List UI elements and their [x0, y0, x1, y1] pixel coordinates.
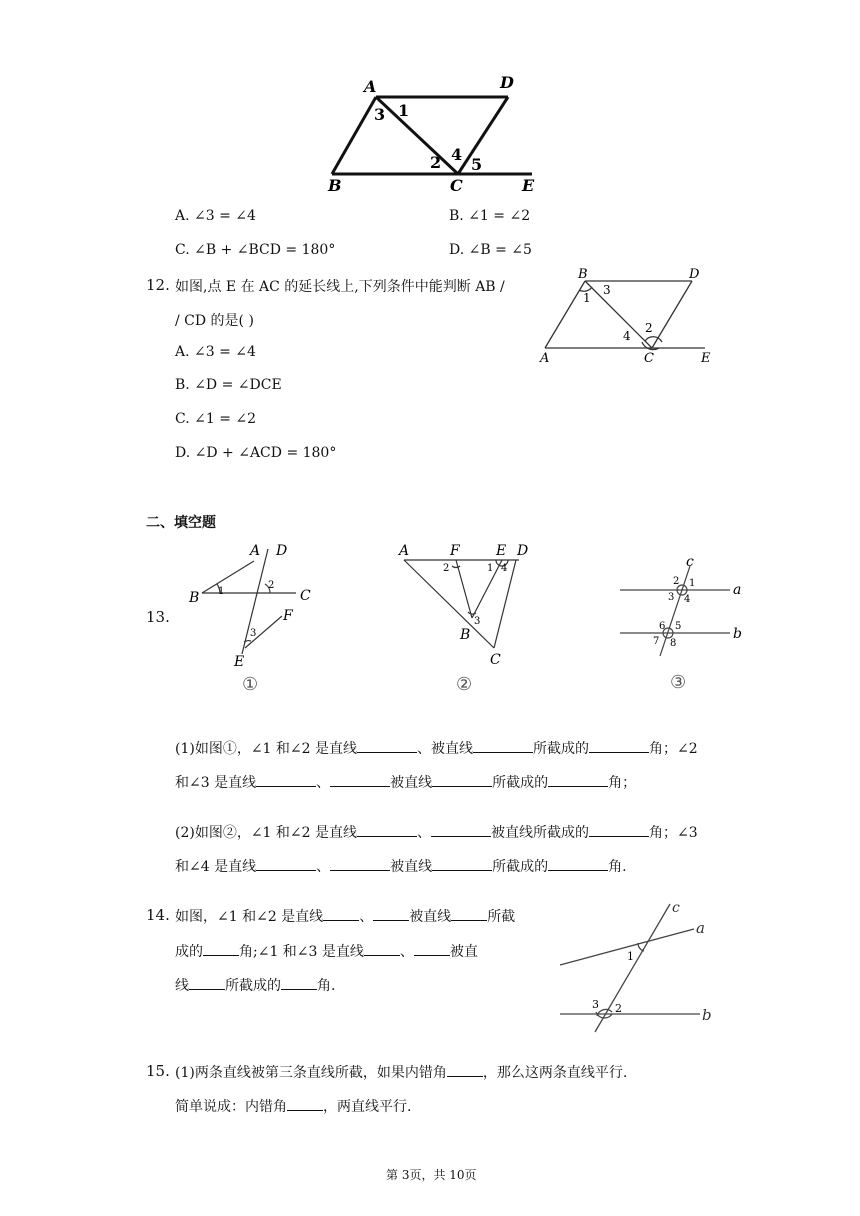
q14-line2 — [175, 941, 478, 961]
q13f1-label-C: C — [300, 588, 311, 604]
blank[interactable] — [414, 943, 450, 956]
text-seg: 被直线 — [409, 909, 452, 925]
q14-line3 — [175, 975, 335, 995]
blank[interactable] — [432, 774, 492, 787]
blank[interactable] — [431, 824, 491, 837]
blank[interactable] — [589, 824, 649, 837]
blank[interactable] — [447, 1064, 483, 1077]
q12-option-c[interactable]: C. ∠1 = ∠2 — [175, 411, 257, 427]
text-seg: 被直线 — [390, 859, 433, 875]
blank[interactable] — [330, 858, 390, 871]
blank[interactable] — [589, 740, 649, 753]
q12-label-E: E — [701, 351, 711, 366]
text-seg: 被直线 — [390, 775, 433, 791]
q13f1-label-F: F — [283, 608, 293, 624]
text-seg: 、 — [359, 909, 374, 925]
q13-figure-2 — [394, 536, 544, 696]
text-seg: (2)如图②，∠1 和∠2 是直线 — [175, 825, 358, 841]
q14-number: 14. — [146, 906, 170, 924]
blank[interactable] — [548, 774, 608, 787]
text-seg: 角； — [608, 775, 637, 791]
q13f2-label-D: D — [517, 543, 529, 559]
q12-label-A: A — [540, 351, 550, 366]
text-seg: 被直 — [449, 944, 478, 960]
q13-part1-line2 — [175, 772, 636, 792]
text-seg: ，那么这两条直线平行. — [482, 1065, 628, 1081]
text-seg: 角;∠1 和∠3 是直线 — [239, 944, 364, 960]
blank[interactable] — [548, 858, 608, 871]
text-seg: 所截成的 — [492, 775, 549, 791]
text-seg: 和∠3 是直线 — [175, 775, 257, 791]
q12-label-D: D — [689, 267, 700, 282]
text-seg: 角. — [608, 859, 627, 875]
q11-option-a[interactable]: A. ∠3 = ∠4 — [175, 208, 256, 224]
q13f1-caption: ① — [242, 674, 259, 695]
q12-angle-2: 2 — [645, 321, 653, 335]
text-seg: 简单说成：内错角 — [175, 1099, 287, 1115]
blank[interactable] — [323, 908, 359, 921]
blank[interactable] — [364, 943, 400, 956]
q11-figure — [320, 70, 550, 198]
q13f3-angle-3: 3 — [668, 592, 675, 603]
q13f1-label-B: B — [189, 590, 200, 606]
q11-angle-5: 5 — [471, 155, 483, 174]
blank[interactable] — [432, 858, 492, 871]
q15-line2 — [175, 1096, 411, 1116]
q12-option-b[interactable]: B. ∠D = ∠DCE — [175, 377, 282, 393]
q13f3-caption: ③ — [670, 672, 687, 693]
q12-option-a[interactable]: A. ∠3 = ∠4 — [175, 344, 256, 360]
q11-option-d[interactable]: D. ∠B = ∠5 — [449, 242, 532, 258]
section-title: 二、填空题 — [146, 515, 216, 531]
q13f1-angle-2: 2 — [268, 580, 275, 591]
q13-figure-3 — [612, 552, 782, 696]
blank[interactable] — [373, 908, 409, 921]
q13f1-label-A: A — [250, 543, 261, 559]
q12-angle-1: 1 — [583, 291, 591, 305]
q13f3-angle-7: 7 — [653, 636, 660, 647]
q11-angle-4: 4 — [451, 145, 463, 164]
q15-line1 — [175, 1062, 627, 1082]
q13f2-label-A: A — [399, 543, 410, 559]
q12-label-C: C — [644, 351, 654, 366]
text-seg: 如图，∠1 和∠2 是直线 — [175, 909, 324, 925]
q11-angle-1: 1 — [398, 101, 410, 120]
q13f3-angle-8: 8 — [670, 638, 677, 649]
q11-label-A: A — [364, 77, 377, 96]
q13f3-label-a: a — [733, 582, 742, 598]
q12-stem-line2: / CD 的是( ) — [175, 313, 254, 329]
q13f2-angle-3: 3 — [474, 616, 481, 627]
q13f3-angle-5: 5 — [675, 621, 682, 632]
text-seg: 角. — [317, 978, 336, 994]
q14-label-a: a — [696, 919, 705, 937]
q13f2-caption: ② — [456, 674, 473, 695]
q13f2-angle-1: 1 — [487, 563, 494, 574]
text-seg: 成的 — [175, 944, 203, 960]
q13f3-angle-4: 4 — [684, 594, 691, 605]
q11-label-D: D — [500, 73, 514, 92]
q13-figure-1 — [180, 536, 330, 696]
q12-stem-line1: 如图,点 E 在 AC 的延长线上,下列条件中能判断 AB / — [175, 279, 505, 295]
q13-part2-line2 — [175, 856, 627, 876]
q12-option-d[interactable]: D. ∠D + ∠ACD = 180° — [175, 445, 337, 461]
text-seg: 、被直线 — [417, 741, 474, 757]
blank[interactable] — [473, 740, 533, 753]
blank[interactable] — [189, 977, 225, 990]
q11-angle-2: 2 — [430, 153, 442, 172]
text-seg: 被直线所截成的 — [491, 825, 590, 841]
blank[interactable] — [330, 774, 390, 787]
text-seg: 角；∠3 — [649, 825, 698, 841]
text-seg: 、 — [399, 944, 414, 960]
text-seg: 角；∠2 — [649, 741, 698, 757]
q13-part1-line1 — [175, 738, 698, 758]
q12-angle-4: 4 — [623, 329, 631, 343]
q12-figure — [535, 262, 725, 368]
q13f2-label-B: B — [460, 627, 471, 643]
text-seg: (1)如图①，∠1 和∠2 是直线 — [175, 741, 358, 757]
text-seg: 、 — [417, 825, 432, 841]
q13f2-label-E: E — [496, 543, 507, 559]
q13f1-label-E: E — [234, 654, 245, 670]
text-seg: 、 — [316, 859, 331, 875]
q12-angle-3: 3 — [603, 283, 611, 297]
q13f3-label-c: c — [686, 554, 694, 570]
q14-figure — [552, 896, 722, 1036]
text-seg: 所截成的 — [225, 978, 281, 994]
q13f1-angle-1: 1 — [218, 586, 225, 597]
q14-label-c: c — [672, 900, 680, 916]
q11-option-c[interactable]: C. ∠B + ∠BCD = 180° — [175, 242, 336, 258]
page-footer: 第 3页，共 10页 — [386, 1168, 477, 1182]
q15-number: 15. — [146, 1062, 170, 1080]
text-seg: 线 — [175, 978, 189, 994]
text-seg: (1)两条直线被第三条直线所截，如果内错角 — [175, 1065, 447, 1081]
text-seg: 、 — [316, 775, 331, 791]
blank[interactable] — [256, 774, 316, 787]
q13f1-label-D: D — [276, 543, 288, 559]
text-seg: 和∠4 是直线 — [175, 859, 257, 875]
text-seg: ，两直线平行. — [323, 1099, 412, 1115]
blank[interactable] — [203, 943, 239, 956]
text-seg: 所截 — [487, 909, 516, 925]
blank[interactable] — [281, 977, 317, 990]
blank[interactable] — [451, 908, 487, 921]
blank[interactable] — [287, 1098, 323, 1111]
q13f2-angle-4: 4 — [501, 563, 508, 574]
q14-angle-1: 1 — [627, 950, 634, 963]
q13f2-label-C: C — [490, 652, 501, 668]
q11-option-b[interactable]: B. ∠1 = ∠2 — [449, 208, 531, 224]
blank[interactable] — [357, 824, 417, 837]
blank[interactable] — [357, 740, 417, 753]
q14-label-b: b — [702, 1006, 712, 1024]
q13f3-angle-1: 1 — [689, 578, 696, 589]
q11-label-E: E — [522, 176, 535, 195]
q11-label-C: C — [450, 176, 463, 195]
q13f2-label-F: F — [450, 543, 460, 559]
q14-line1 — [175, 906, 515, 926]
q14-angle-3: 3 — [592, 998, 599, 1011]
q11-angle-3: 3 — [374, 105, 386, 124]
q13-number: 13. — [146, 608, 170, 626]
blank[interactable] — [256, 858, 316, 871]
q13f3-angle-2: 2 — [673, 576, 680, 587]
q11-label-B: B — [328, 176, 342, 195]
q13-part2-line1 — [175, 822, 698, 842]
text-seg: 所截成的 — [533, 741, 590, 757]
q13f1-angle-3: 3 — [250, 628, 257, 639]
q13f3-angle-6: 6 — [659, 621, 666, 632]
q12-number: 12. — [146, 276, 170, 294]
q12-label-B: B — [578, 267, 588, 282]
text-seg: 所截成的 — [492, 859, 549, 875]
q13f2-angle-2: 2 — [443, 563, 450, 574]
q13f3-label-b: b — [733, 626, 742, 642]
q14-angle-2: 2 — [615, 1002, 622, 1015]
